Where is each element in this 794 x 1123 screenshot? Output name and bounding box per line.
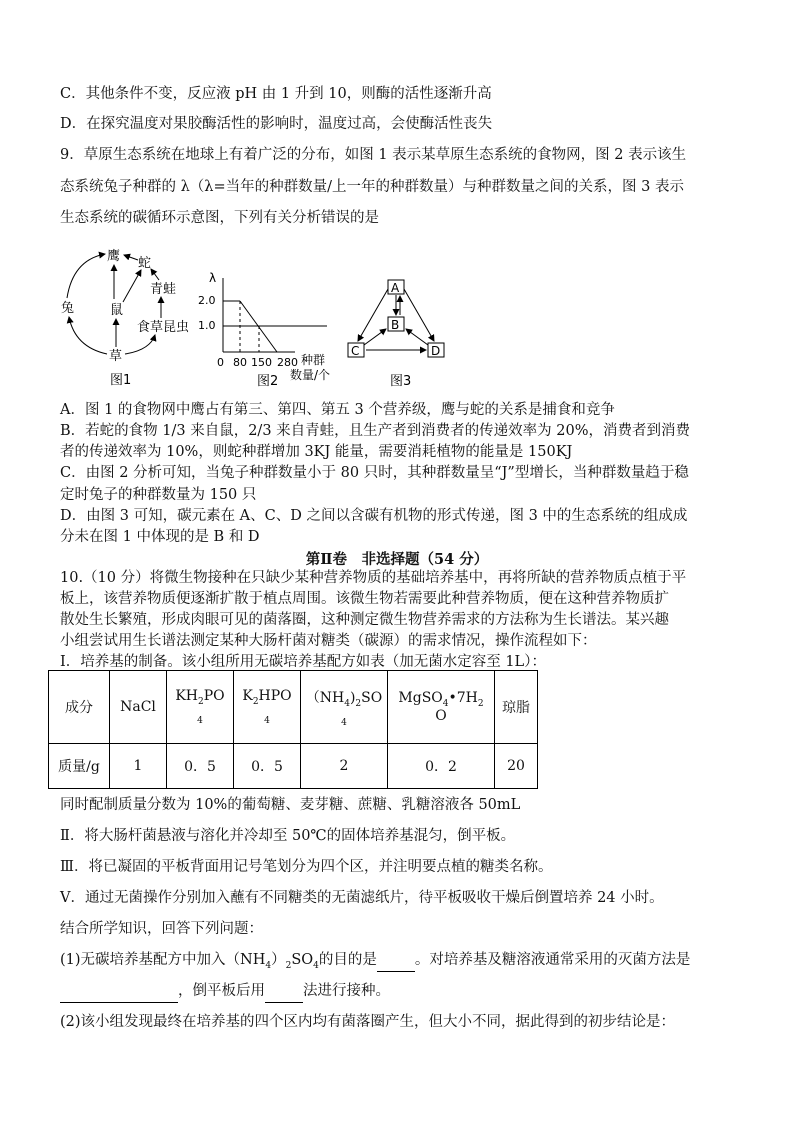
q10-sub2: (2)该小组发现最终在培养基的四个区内均有菌落圈产生，但大小不同，据此得到的初步结论是： bbox=[60, 1014, 676, 1030]
answer-blank-1[interactable] bbox=[377, 949, 415, 972]
node-d: D bbox=[431, 344, 441, 358]
answer-blank-2[interactable] bbox=[60, 980, 178, 1003]
y-axis-label: λ bbox=[209, 271, 217, 285]
table-cell: 琼脂 bbox=[495, 671, 538, 744]
q9-stem-line3: 生态系统的碳循环示意图，下列有关分析错误的是 bbox=[60, 210, 379, 226]
q10-step-5: Ⅴ．通过无菌操作分别加入蘸有不同糖类的无菌滤纸片，待平板吸收干燥后倒置培养 24 小时。 bbox=[60, 890, 664, 906]
figure-3-caption: 图3 bbox=[390, 374, 412, 389]
y-tick-1: 1.0 bbox=[198, 319, 216, 332]
table-cell: 质量/g bbox=[49, 744, 110, 789]
q9-option-d-line2: 分未在图 1 中体现的是 B 和 D bbox=[60, 529, 260, 545]
table-cell: 0．5 bbox=[234, 744, 301, 789]
x-tick-280: 280 bbox=[277, 356, 298, 369]
q9-option-c-line2: 定时兔子的种群数量为 150 只 bbox=[60, 487, 257, 503]
q9-option-b-line1: B．若蛇的食物 1/3 来自鼠，2/3 来自青蛙，且生产者到消费者的传递效率为 20%，消费者到消费 bbox=[60, 423, 690, 439]
figure-2-lambda-chart bbox=[195, 270, 345, 390]
q9-option-b-line2: 者的传递效率为 10%，则蛇种群增加 3KJ 能量，需要消耗植物的能量是 150KJ bbox=[60, 444, 573, 460]
x-axis-label-2: 数量/个 bbox=[290, 368, 331, 382]
q10-after-table: 同时配制质量分数为 10%的葡萄糖、麦芽糖、蔗糖、乳糖溶液各 50mL bbox=[60, 797, 521, 813]
table-cell: 0．2 bbox=[388, 744, 495, 789]
q10-sub1-line1: (1)无碳培养基配方中加入$(NH_4)_2SO_4$的目的是 。对培养基及糖溶液通常采用的灭菌方法是 bbox=[60, 949, 754, 977]
figure-3-carbon-cycle bbox=[340, 275, 460, 390]
node-a: A bbox=[391, 281, 400, 295]
q10-para-line2: 板上，该营养物质便逐渐扩散于植点周围。该微生物若需要此种营养物质，便在这种营养物质扩 bbox=[60, 591, 669, 607]
q10-step-2: Ⅱ．将大肠杆菌悬液与溶化并冷却至 50℃的固体培养基混匀，倒平板。 bbox=[60, 828, 516, 844]
q9-option-a: A．图 1 的食物网中鹰占有第三、第四、第五 3 个营养级，鹰与蛇的关系是捕食和竞争 bbox=[60, 402, 615, 418]
table-cell: 2 bbox=[301, 744, 388, 789]
q10-para-line1: 10.（10 分）将微生物接种在只缺少某种营养物质的基础培养基中，再将所缺的营养物质点植于平 bbox=[60, 570, 687, 586]
table-header-row bbox=[49, 671, 538, 744]
q8-option-d: D．在探究温度对果胶酶活性的影响时，温度过高，会使酶活性丧失 bbox=[60, 116, 493, 132]
table-cell: $K_2HPO$ $_4$ bbox=[234, 671, 301, 744]
q8-option-c: C．其他条件不变，反应液 pH 由 1 升到 10，则酶的活性逐渐升高 bbox=[60, 86, 492, 102]
q10-step-3: Ⅲ．将已凝固的平板背面用记号笔划分为四个区，并注明要点植的糖类名称。 bbox=[60, 859, 553, 875]
section-2-heading: 第Ⅱ卷 非选择题（54 分） bbox=[305, 551, 489, 568]
q10-para-line3: 散处生长繁殖，形成肉眼可见的菌落圈，这种测定微生物营养需求的方法称为生长谱法。某兴趣 bbox=[60, 612, 669, 628]
answer-blank-3[interactable] bbox=[265, 980, 303, 1003]
q9-option-c-line1: C．由图 2 分析可知，当兔子种群数量小于 80 只时，其种群数量呈“J”型增长，当种群数量趋于稳 bbox=[60, 465, 689, 481]
y-tick-2: 2.0 bbox=[198, 294, 216, 307]
table-cell: 1 bbox=[110, 744, 167, 789]
table-cell: $MgSO_4•7H_2$ O bbox=[388, 671, 495, 744]
x-axis-label-1: 种群 bbox=[301, 353, 326, 367]
node-insect: 食草昆虫 bbox=[137, 320, 190, 335]
q9-option-d-line1: D．由图 3 可知，碳元素在 A、C、D 之间以含碳有机物的形式传递，图 3 中的生态系统的组成成 bbox=[60, 508, 688, 524]
q10-answer-intro: 结合所学知识，回答下列问题： bbox=[60, 921, 263, 937]
x-tick-0: 0 bbox=[217, 356, 224, 369]
q9-stem-line1: 9．草原生态系统在地球上有着广泛的分布，如图 1 表示某草原生态系统的食物网，图 2 表示该生 bbox=[60, 147, 687, 163]
q10-step-1: Ⅰ．培养基的制备。该小组所用无碳培养基配方如表（加无菌水定容至 1L）： bbox=[60, 654, 546, 670]
node-hawk: 鹰 bbox=[107, 249, 121, 264]
node-grass: 草 bbox=[109, 349, 123, 364]
q9-stem-line2: 态系统兔子种群的 λ（λ=当年的种群数量/上一年的种群数量）与种群数量之间的关系，图 3 表示 bbox=[60, 179, 684, 195]
figure-2-caption: 图2 bbox=[257, 374, 279, 389]
table-cell: $KH_2PO$ $_4$ bbox=[167, 671, 234, 744]
x-tick-150: 150 bbox=[251, 356, 272, 369]
node-frog: 青蛙 bbox=[150, 282, 177, 297]
node-snake: 蛇 bbox=[138, 256, 152, 271]
table-row bbox=[49, 744, 538, 789]
x-tick-80: 80 bbox=[233, 356, 247, 369]
medium-formula-table bbox=[48, 670, 538, 789]
table-cell: 0．5 bbox=[167, 744, 234, 789]
q10-para-line4: 小组尝试用生长谱法测定某种大肠杆菌对糖类（碳源）的需求情况，操作流程如下： bbox=[60, 633, 597, 649]
figure-1-caption: 图1 bbox=[110, 373, 132, 388]
table-cell: 成分 bbox=[49, 671, 110, 744]
node-mouse: 鼠 bbox=[110, 303, 124, 318]
node-rabbit: 兔 bbox=[61, 301, 75, 316]
node-b: B bbox=[391, 318, 400, 332]
q10-sub1-line2: ，倒平板后用 法进行接种。 bbox=[60, 980, 754, 1003]
table-cell: NaCl bbox=[110, 671, 167, 744]
table-cell: $(NH_4)_2SO$ $_4$ bbox=[301, 671, 388, 744]
node-c: C bbox=[351, 344, 360, 358]
table-cell: 20 bbox=[495, 744, 538, 789]
figure-1-food-web bbox=[55, 242, 205, 392]
